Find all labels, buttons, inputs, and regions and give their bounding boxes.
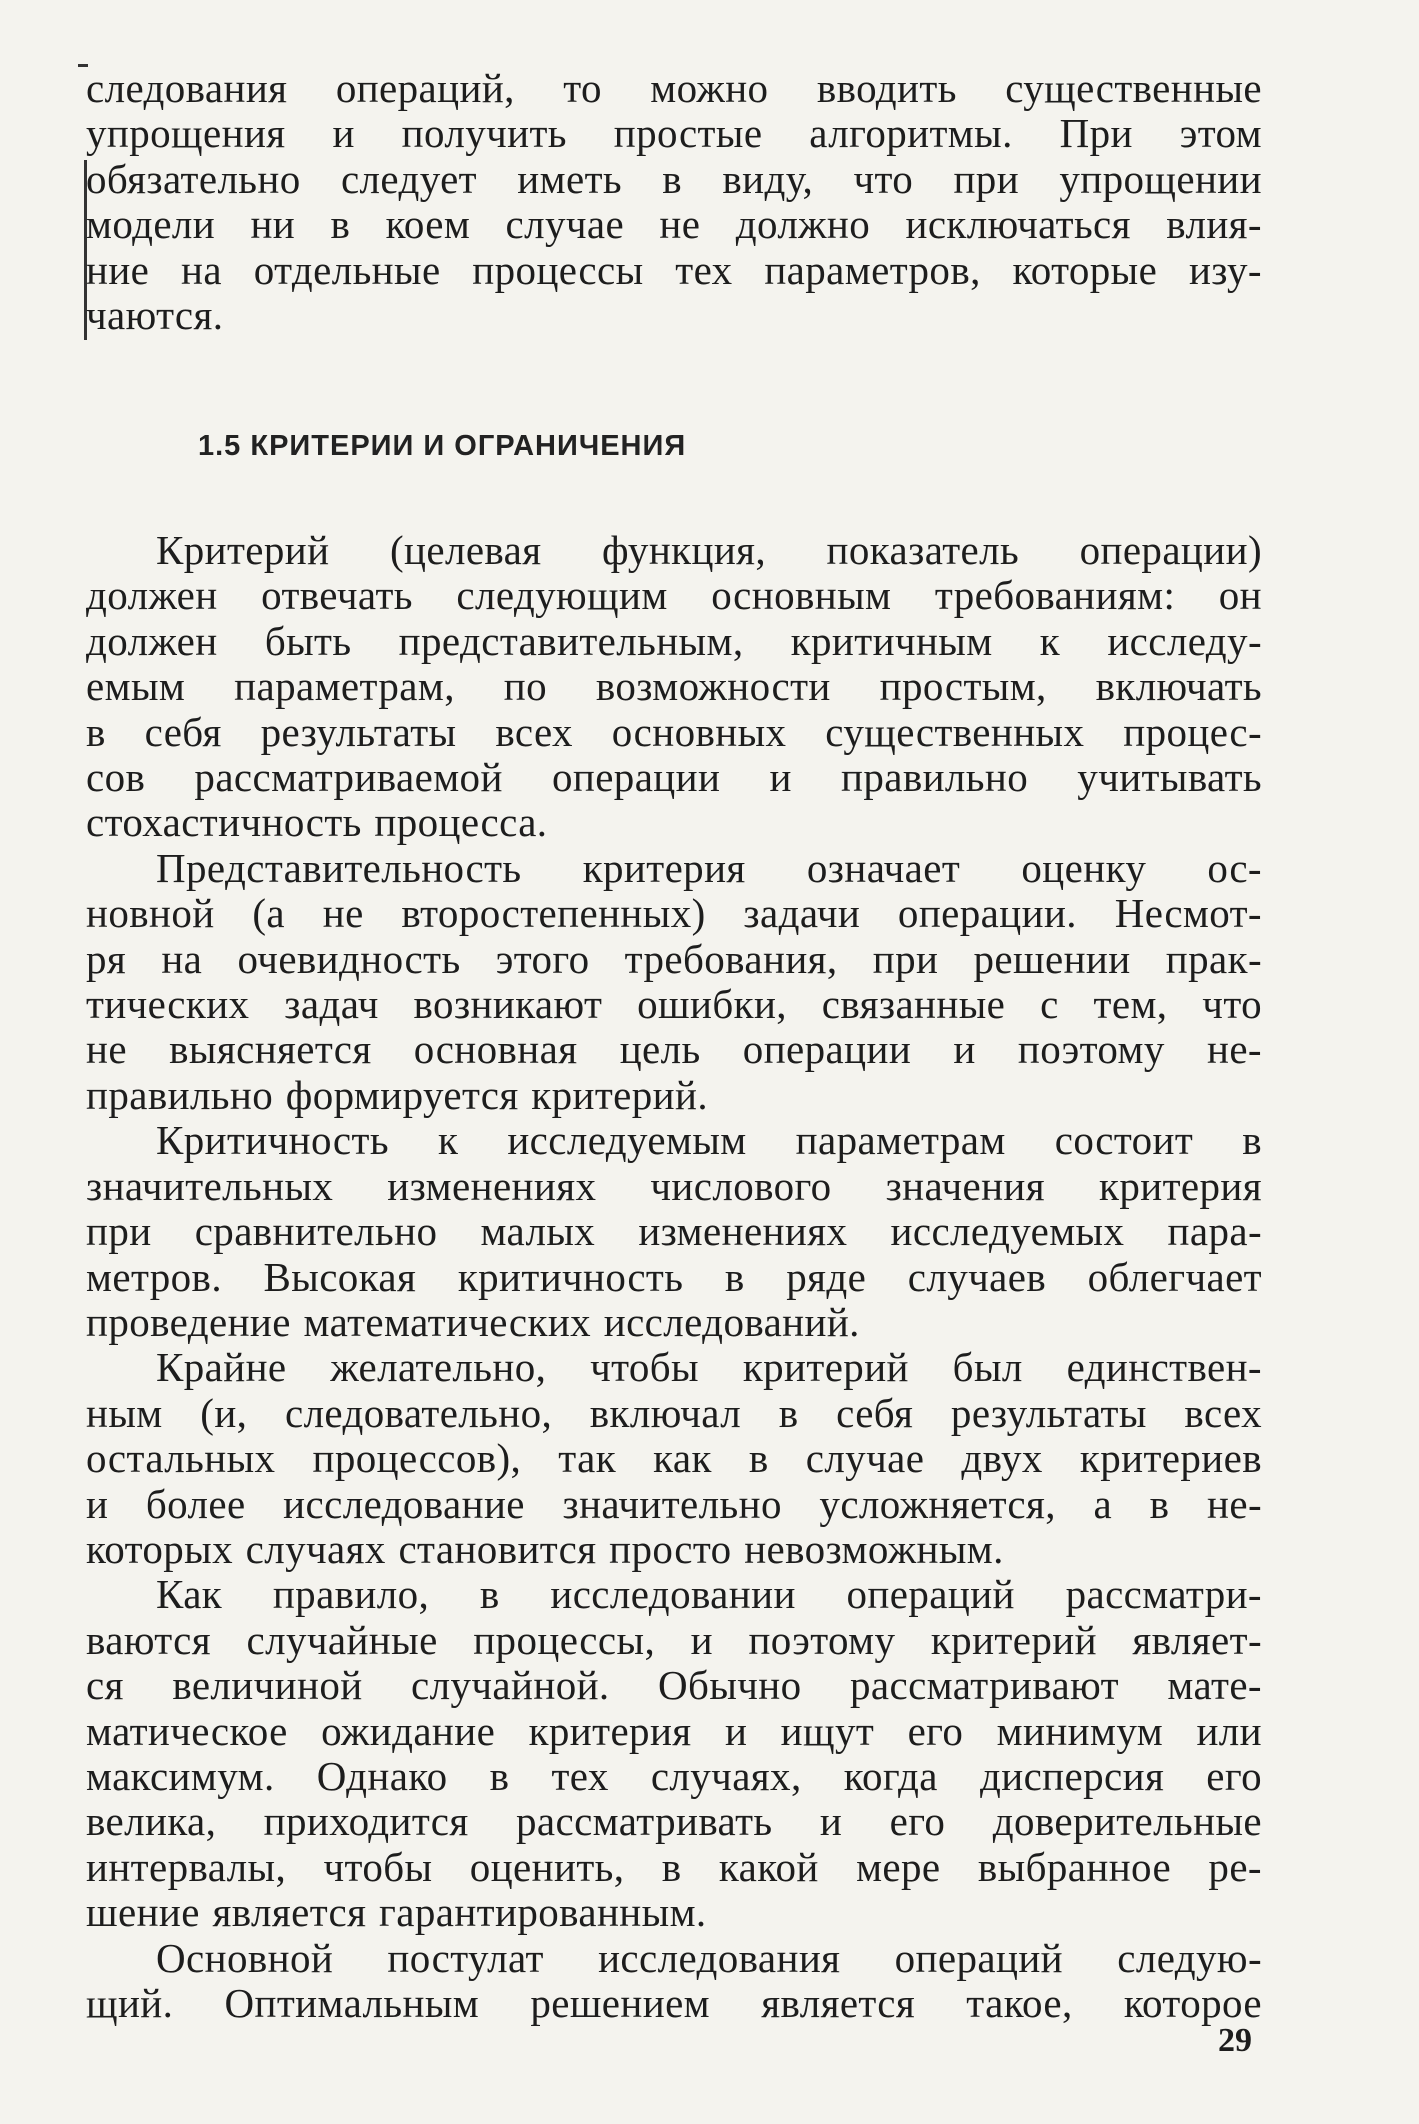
text-line: Представительность критерия означает оценку ос- bbox=[156, 844, 1262, 891]
text-line: остальных процессов), так как в случае двух критериев bbox=[86, 1435, 1262, 1482]
paragraph-random-processes bbox=[86, 1572, 1262, 1935]
text-line: которых случаях становится просто невозможным. bbox=[86, 1525, 1004, 1572]
text-line: шение является гарантированным. bbox=[86, 1889, 707, 1936]
text-line: должен быть представительным, критичным к исследу- bbox=[86, 617, 1262, 664]
text-line: Основной постулат исследования операций следую- bbox=[156, 1934, 1262, 1981]
paragraph-criterion-requirements bbox=[86, 528, 1262, 846]
text-line: сов рассматриваемой операции и правильно учитывать bbox=[86, 754, 1262, 801]
text-line: Крайне желательно, чтобы критерий был единствен- bbox=[156, 1344, 1262, 1391]
text-line: стохастичность процесса. bbox=[86, 799, 548, 846]
text-line: новной (а не второстепенных) задачи операции. Несмот- bbox=[86, 890, 1262, 937]
paragraph-main-postulate bbox=[86, 1936, 1262, 2027]
text-line: и более исследование значительно усложняется, а в не- bbox=[86, 1480, 1262, 1527]
text-line: в себя результаты всех основных существенных процес- bbox=[86, 708, 1262, 755]
text-line: матическое ожидание критерия и ищут его минимум или bbox=[86, 1707, 1262, 1754]
text-line: при сравнительно малых изменениях исследуемых пара- bbox=[86, 1208, 1262, 1255]
text-line: модели ни в коем случае не должно исключаться влия- bbox=[86, 201, 1262, 248]
text-line: упрощения и получить простые алгоритмы. При этом bbox=[86, 110, 1262, 157]
text-line: Критичность к исследуемым параметрам состоит в bbox=[156, 1117, 1262, 1164]
paragraph-representativeness bbox=[86, 846, 1262, 1118]
text-line: должен отвечать следующим основным требованиям: он bbox=[86, 572, 1262, 619]
text-line: интервалы, чтобы оценить, в какой мере выбранное ре- bbox=[86, 1843, 1262, 1890]
text-line: правильно формируется критерий. bbox=[86, 1071, 708, 1118]
text-line: емым параметрам, по возможности простым, включать bbox=[86, 663, 1262, 710]
text-line: метров. Высокая критичность в ряде случаев облегчает bbox=[86, 1253, 1262, 1300]
text-line: ся величиной случайной. Обычно рассматривают мате- bbox=[86, 1662, 1262, 1709]
text-line: следования операций, то можно вводить существенные bbox=[86, 65, 1262, 111]
section-heading: 1.5 КРИТЕРИИ И ОГРАНИЧЕНИЯ bbox=[198, 430, 687, 462]
paragraph-single-criterion bbox=[86, 1345, 1262, 1572]
text-line: ваются случайные процессы, и поэтому критерий являет- bbox=[86, 1616, 1262, 1663]
page-number: 29 bbox=[1218, 2022, 1252, 2059]
text-line: чаются. bbox=[86, 292, 224, 339]
text-line: ние на отдельные процессы тех параметров, которые изу- bbox=[86, 246, 1262, 293]
text-line: значительных изменениях числового значения критерия bbox=[86, 1162, 1262, 1209]
text-line: тических задач возникают ошибки, связанные с тем, что bbox=[86, 981, 1262, 1028]
text-line: максимум. Однако в тех случаях, когда дисперсия его bbox=[86, 1752, 1262, 1799]
intro-text bbox=[86, 66, 1262, 338]
text-line: щий. Оптимальным решением является такое, которое bbox=[86, 1980, 1262, 2026]
text-line: Критерий (целевая функция, показатель операции) bbox=[156, 527, 1262, 573]
text-line: не выясняется основная цель операции и поэтому не- bbox=[86, 1026, 1262, 1073]
text-line: проведение математических исследований. bbox=[86, 1298, 860, 1345]
text-line: велика, приходится рассматривать и его доверительные bbox=[86, 1798, 1262, 1845]
text-line: Как правило, в исследовании операций рассматри- bbox=[156, 1571, 1262, 1618]
paragraph-criticality bbox=[86, 1118, 1262, 1345]
text-line: ным (и, следовательно, включал в себя результаты всех bbox=[86, 1389, 1262, 1436]
text-line: ря на очевидность этого требования, при решении прак- bbox=[86, 935, 1262, 982]
section-body bbox=[86, 528, 1262, 2026]
text-line: обязательно следует иметь в виду, что при упрощении bbox=[86, 155, 1262, 202]
